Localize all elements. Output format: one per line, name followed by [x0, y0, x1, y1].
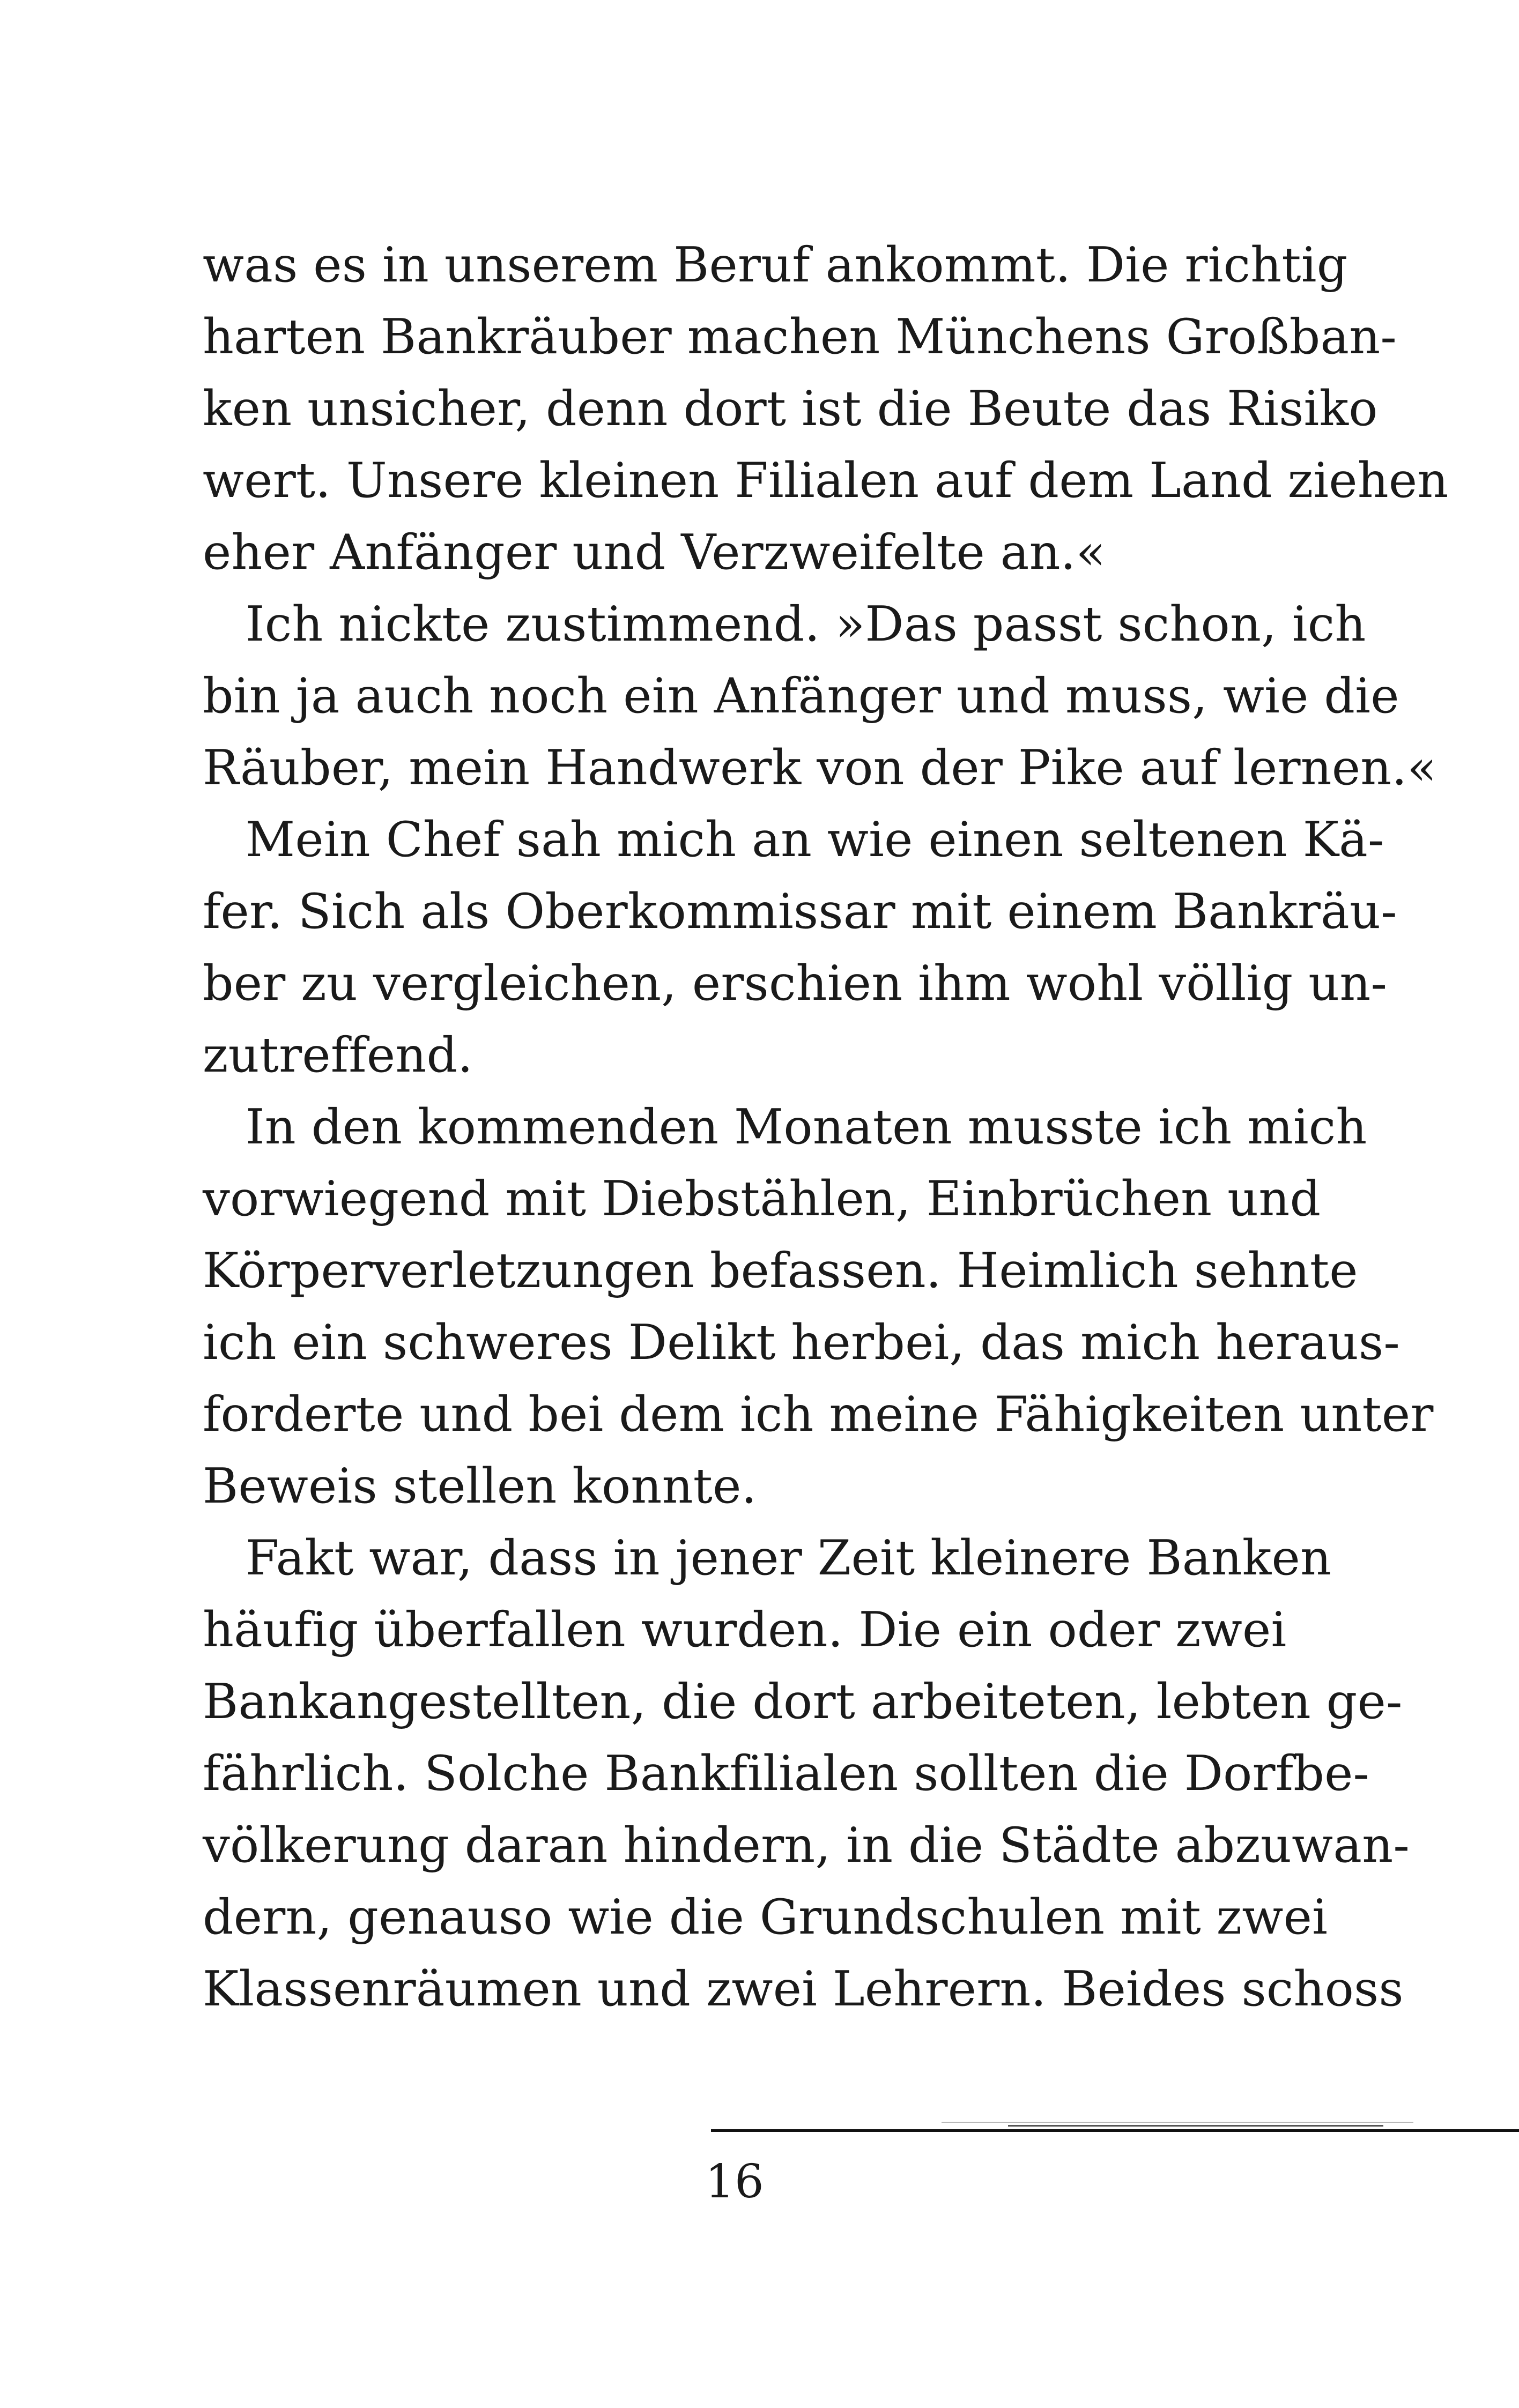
text-line-4: wert. Unsere kleinen Filialen auf dem Land ziehen — [203, 452, 1449, 509]
footer-rule — [711, 2129, 1519, 2132]
text-line-9: Mein Chef sah mich an wie einen seltenen Kä- — [246, 812, 1384, 868]
text-line-22: fährlich. Solche Bankfilialen sollten die Dorfbe- — [203, 1745, 1370, 1802]
text-line-15: Körperverletzungen befassen. Heimlich sehnte — [203, 1243, 1358, 1299]
text-line-7: bin ja auch noch ein Anfänger und muss, wie die — [203, 668, 1399, 724]
text-line-8: Räuber, mein Handwerk von der Pike auf lernen.« — [203, 740, 1437, 796]
text-line-14: vorwiegend mit Diebstählen, Einbrüchen und — [203, 1171, 1321, 1227]
text-line-20: häufig überfallen wurden. Die ein oder zwei — [203, 1602, 1287, 1658]
text-line-6: Ich nickte zustimmend. »Das passt schon, ich — [246, 596, 1366, 652]
text-line-23: völkerung daran hindern, in die Städte abzuwan- — [203, 1817, 1410, 1874]
text-line-16: ich ein schweres Delikt herbei, das mich heraus- — [203, 1314, 1400, 1371]
text-line-24: dern, genauso wie die Grundschulen mit zwei — [203, 1889, 1328, 1945]
text-line-21: Bankangestellten, die dort arbeiteten, lebten ge- — [203, 1674, 1403, 1730]
text-line-18: Beweis stellen konnte. — [203, 1458, 757, 1514]
page-number: 16 — [705, 2155, 764, 2209]
text-line-17: forderte und bei dem ich meine Fähigkeiten unter — [203, 1386, 1434, 1443]
text-line-12: zutreffend. — [203, 1027, 473, 1083]
text-line-3: ken unsicher, denn dort ist die Beute das Risiko — [203, 381, 1378, 437]
text-line-2: harten Bankräuber machen Münchens Großban- — [203, 309, 1397, 365]
text-line-1: was es in unserem Beruf ankommt. Die richtig — [203, 237, 1348, 293]
text-line-5: eher Anfänger und Verzweifelte an.« — [203, 524, 1106, 581]
text-line-13: In den kommenden Monaten musste ich mich — [246, 1099, 1367, 1155]
text-line-19: Fakt war, dass in jener Zeit kleinere Banken — [246, 1530, 1332, 1586]
text-line-11: ber zu vergleichen, erschien ihm wohl völlig un- — [203, 955, 1388, 1012]
footer-rule-faint — [942, 2122, 1413, 2123]
text-line-25: Klassenräumen und zwei Lehrern. Beides schoss — [203, 1961, 1404, 2017]
footer-rule-mid — [1008, 2125, 1383, 2127]
text-line-10: fer. Sich als Oberkommissar mit einem Bankräu- — [203, 883, 1397, 940]
